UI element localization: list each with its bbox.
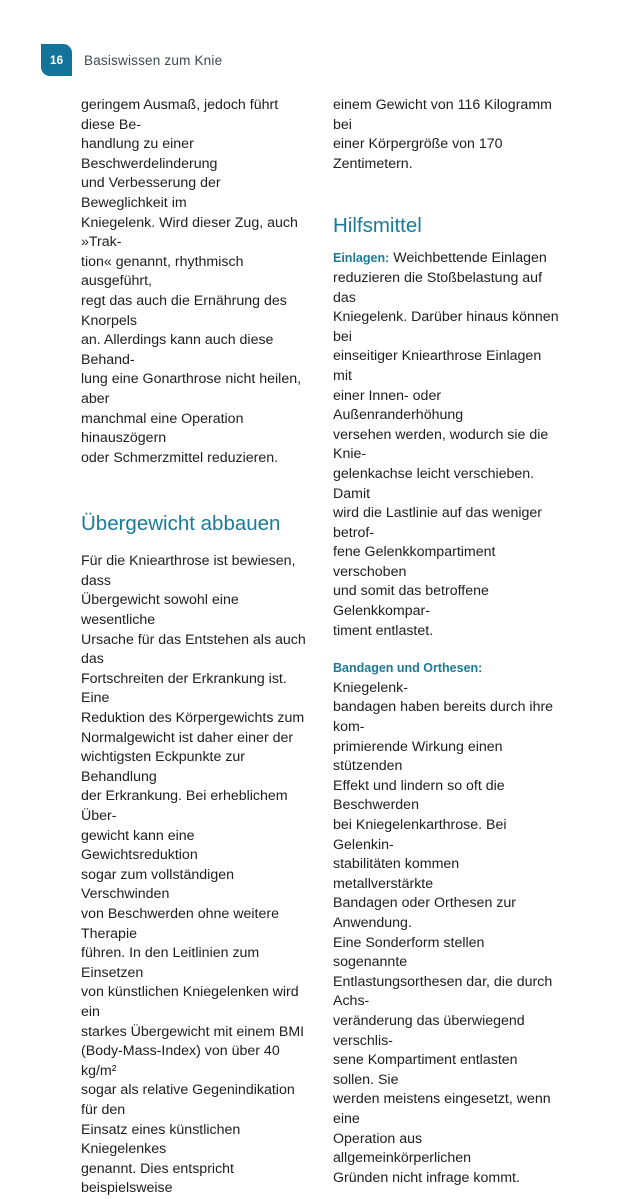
running-head: Basiswissen zum Knie — [84, 52, 223, 68]
left-column — [81, 96, 309, 1199]
section-heading-hilfsmittel: Hilfsmittel — [333, 214, 422, 238]
lead-label-einlagen: Einlagen: — [333, 251, 390, 266]
section-heading-uebergewicht: Übergewicht abbauen — [81, 512, 281, 536]
paragraph-einlagen: Einlagen: Weichbettende Einlagen reduzieren die Stoßbelastung auf das Kniegelenk. Darüber hinaus können bei einseitiger Kniearthrose Einlagen mit einer Innen- oder Außenranderhöhung versehen werden, wodurch sie die Knie- gelenkachse leicht verschieben. Damit wird die Lastlinie auf das weniger betrof- fene Gelenkkompartiment verschoben und somit das betroffene Gelenkkompar- timent entlastet. — [333, 250, 559, 639]
left-paragraph-treatment: geringem Ausmaß, jedoch führt diese Be- handlung zu einer Beschwerdelinderung und Verbesserung der Beweglichkeit im Kniegelenk. Wird dieser Zug, auch »Trak- tion« genannt, rhythmisch ausgeführt, regt das auch die Ernährung des Knorpels an. Allerdings kann auch diese Behand- lung eine Gonarthrose nicht heilen, aber manchmal eine Operation hinauszögern oder Schmerzmittel reduzieren. — [81, 97, 302, 466]
lead-label-bandagen: Bandagen und Orthesen: — [333, 661, 483, 676]
paragraph-bandagen: Bandagen und Orthesen: Kniegelenk- bandagen haben bereits durch ihre kom- primierende Wirkung einen stützenden Effekt und lindern so oft die Beschwerden bei Kniegelenkarthrose. Bei Gelenkin- stabilitäten kommen metallverstärkte Bandagen oder Orthesen zur Anwendung. Eine Sonderform stellen sogenannte Entlastungsorthesen dar, die durch Achs- veränderung das überwiegend verschlis- sene Kompartiment entlasten sollen. Sie werden meistens eingesetzt, wenn eine Operation aus allgemeinkörperlichen Gründen nicht infrage kommt. — [333, 661, 554, 1186]
right-column — [333, 96, 561, 1188]
left-paragraph-weight: Für die Kniearthrose ist bewiesen, dass Übergewicht sowohl eine wesentliche Ursache für das Entstehen als auch das Fortschreiten der Erkrankung ist. Eine Reduktion des Körpergewichts zum Normalgewicht ist daher einer der wichtigsten Eckpunkte zur Behandlung der Erkrankung. Bei erheblichem Über- gewicht kann eine Gewichtsreduktion sogar zum vollständigen Verschwinden von Beschwerden ohne weitere Therapie führen. In den Leitlinien zum Einsetzen von künstlichen Kniegelenken wird ein starkes Übergewicht mit einem BMI (Body-Mass-Index) von über 40 kg/m² sogar als relative Gegenindikation für den Einsatz eines künstlichen Kniegelenkes genannt. Dies entspricht beispielsweise — [81, 553, 306, 1197]
page-header — [41, 44, 222, 76]
right-paragraph-continuation: einem Gewicht von 116 Kilogramm bei einer Körpergröße von 170 Zentimetern. — [333, 97, 552, 172]
page-number: 16 — [41, 44, 72, 76]
